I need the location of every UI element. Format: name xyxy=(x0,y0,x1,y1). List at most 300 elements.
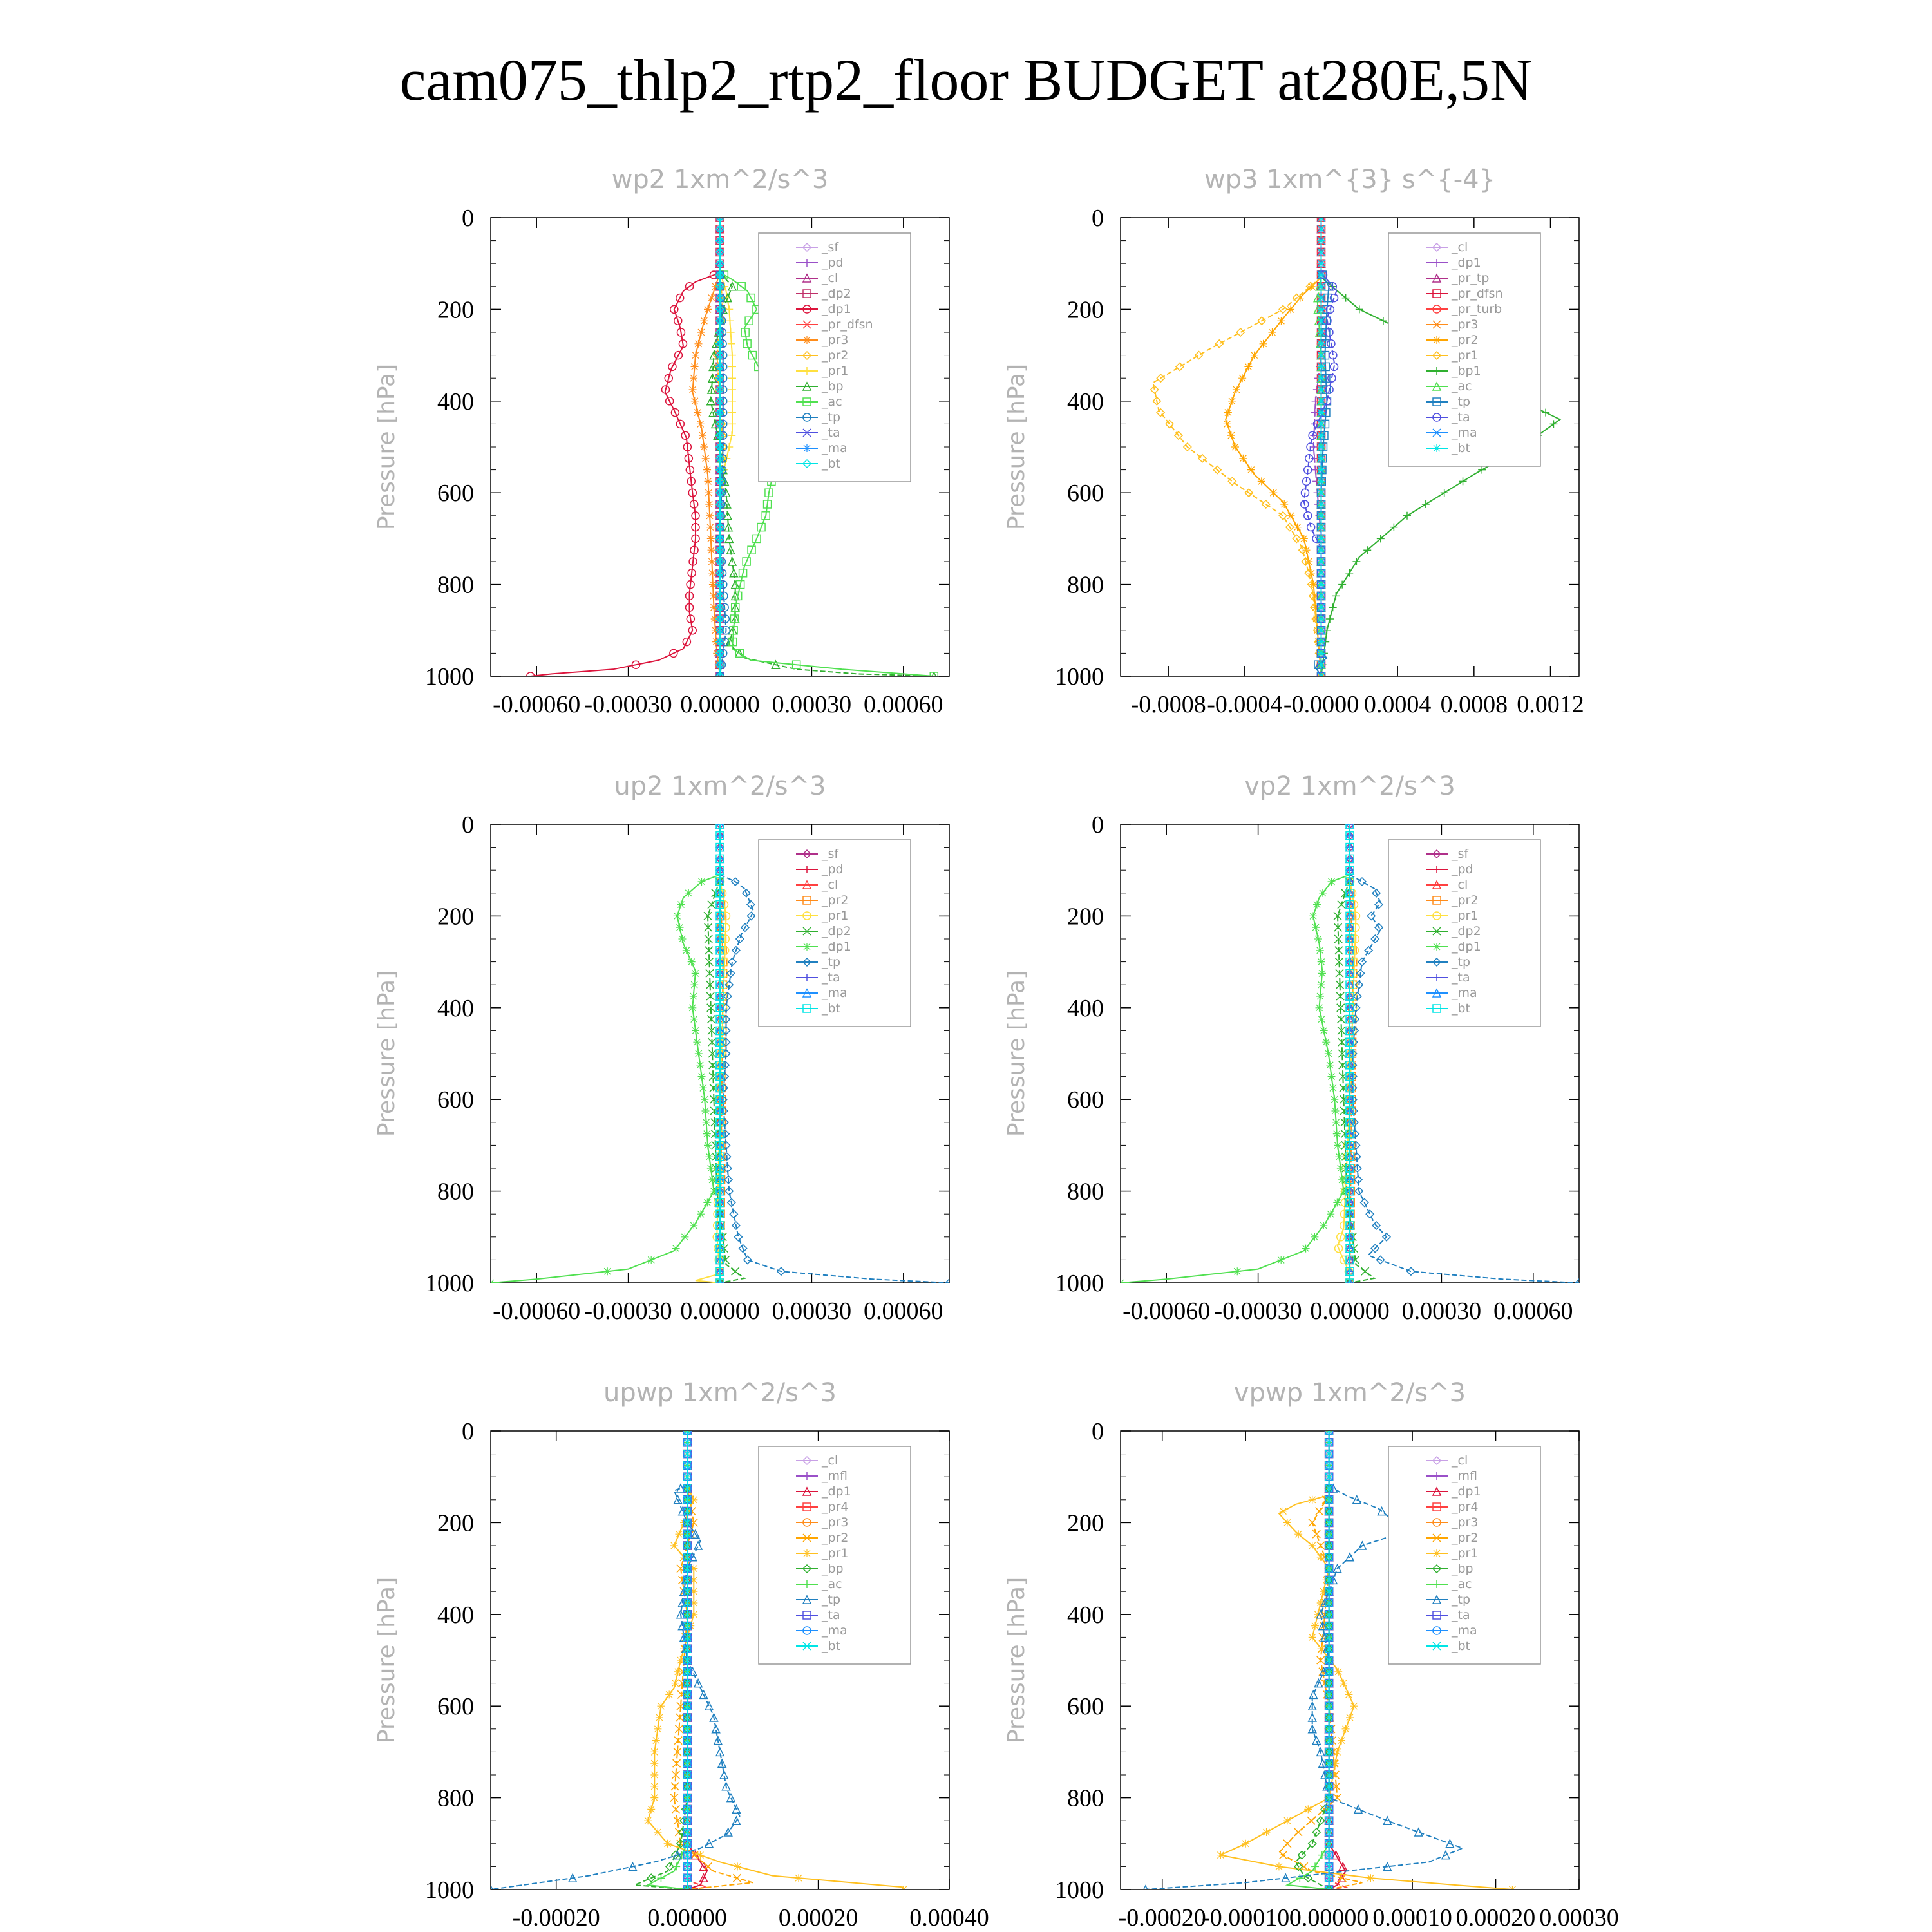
legend-label: _tp xyxy=(1452,955,1471,969)
y-axis-label: Pressure [hPa] xyxy=(1003,1577,1030,1744)
data-point xyxy=(1333,1198,1341,1206)
data-point xyxy=(1294,1530,1302,1538)
data-point xyxy=(690,374,697,382)
legend-marker xyxy=(1433,336,1441,344)
data-point xyxy=(1320,1027,1328,1034)
data-point xyxy=(1236,328,1244,336)
data-point xyxy=(647,1805,655,1813)
data-point xyxy=(1318,638,1325,646)
legend-label: _tp xyxy=(822,1593,841,1607)
data-point xyxy=(1318,237,1325,245)
y-tick-label: 200 xyxy=(437,1510,474,1537)
y-tick-label: 400 xyxy=(437,1601,474,1629)
data-point xyxy=(1326,1061,1334,1069)
data-point xyxy=(1277,317,1285,325)
x-tick-label: 0.00060 xyxy=(864,691,943,718)
data-point xyxy=(1334,1668,1342,1676)
legend-marker xyxy=(1433,1549,1441,1557)
data-point xyxy=(708,901,715,909)
data-point xyxy=(696,1061,704,1069)
data-point xyxy=(728,431,735,439)
chart-panel-1 xyxy=(374,165,949,718)
data-point xyxy=(652,1737,660,1745)
legend-label: _mfl xyxy=(1452,1469,1477,1483)
x-tick-label: -0.00030 xyxy=(584,1298,672,1325)
data-point xyxy=(1331,1107,1339,1115)
data-point xyxy=(1244,363,1252,370)
legend-label: _pr4 xyxy=(1452,1500,1479,1514)
x-tick-label: 0.00040 xyxy=(909,1904,989,1931)
data-point xyxy=(674,1737,682,1745)
x-tick-label: -0.00060 xyxy=(493,1298,581,1325)
x-tick-label: -0.00030 xyxy=(1214,1298,1302,1325)
data-point xyxy=(1318,958,1325,966)
data-point xyxy=(1309,912,1317,920)
legend-label: _pr2 xyxy=(822,893,849,907)
x-tick-label: -0.0004 xyxy=(1207,691,1283,718)
data-point xyxy=(1318,672,1325,680)
y-tick-label: 600 xyxy=(1067,1693,1104,1721)
legend-label: _ta xyxy=(1452,1608,1470,1622)
data-point xyxy=(650,1794,658,1802)
data-point xyxy=(1309,1519,1316,1526)
data-point xyxy=(654,1828,661,1836)
data-point xyxy=(700,317,708,325)
x-tick-label: -0.00020 xyxy=(512,1904,600,1931)
x-tick-label: 0.00000 xyxy=(1289,1904,1369,1931)
data-point xyxy=(1320,1222,1327,1229)
data-point xyxy=(707,1164,715,1172)
data-point xyxy=(1478,466,1486,474)
x-tick-label: 0.00000 xyxy=(680,691,760,718)
chart-title: wp3 1xm^{3} s^{-4} xyxy=(1204,165,1496,194)
data-point xyxy=(747,901,755,909)
x-tick-label: 0.00030 xyxy=(772,691,852,718)
data-point xyxy=(654,1725,661,1733)
data-point xyxy=(728,363,736,370)
data-point xyxy=(1338,1038,1346,1046)
data-point xyxy=(1322,1038,1330,1046)
data-point xyxy=(1300,535,1308,542)
data-point xyxy=(487,1279,495,1287)
data-point xyxy=(703,1130,711,1138)
y-tick-label: 1000 xyxy=(425,1877,474,1904)
y-tick-label: 0 xyxy=(1092,1418,1104,1445)
data-point xyxy=(603,1267,611,1275)
data-point xyxy=(1316,1004,1323,1012)
data-point xyxy=(1251,352,1258,359)
data-point xyxy=(1318,969,1326,977)
legend-label: _ma xyxy=(1452,986,1477,1000)
data-point xyxy=(650,1759,658,1767)
data-point xyxy=(693,1038,701,1046)
data-point xyxy=(708,569,716,577)
data-point xyxy=(690,992,697,1000)
series-line-bp xyxy=(635,1486,687,1889)
data-point xyxy=(1328,1073,1336,1081)
y-axis-label: Pressure [hPa] xyxy=(374,970,400,1137)
legend-label: _mfl xyxy=(822,1469,848,1483)
data-point xyxy=(1379,317,1387,325)
y-tick-label: 0 xyxy=(1092,205,1104,232)
legend-label: _pr4 xyxy=(822,1500,849,1514)
y-tick-label: 400 xyxy=(1067,994,1104,1022)
data-point xyxy=(685,889,692,897)
y-tick-label: 800 xyxy=(437,1785,474,1812)
data-point xyxy=(707,535,715,542)
x-tick-label: 0.00060 xyxy=(864,1298,943,1325)
data-point xyxy=(692,1027,699,1034)
y-tick-label: 0 xyxy=(1092,811,1104,838)
y-tick-label: 0 xyxy=(462,1418,474,1445)
data-point xyxy=(702,455,710,462)
y-tick-label: 600 xyxy=(437,480,474,507)
data-point xyxy=(696,1852,704,1859)
data-point xyxy=(1312,1737,1320,1745)
legend xyxy=(1388,840,1540,1027)
x-tick-label: -0.0008 xyxy=(1130,691,1206,718)
data-point xyxy=(1345,1690,1352,1698)
data-point xyxy=(690,1222,697,1229)
legend-label: _pd xyxy=(1452,862,1473,876)
data-point xyxy=(1331,1095,1338,1103)
data-point xyxy=(1312,923,1320,931)
y-tick-label: 400 xyxy=(437,994,474,1022)
data-point xyxy=(1316,947,1324,954)
data-point xyxy=(705,477,712,485)
data-point xyxy=(1294,524,1302,531)
data-point xyxy=(676,923,684,931)
legend-label: _pr2 xyxy=(1452,893,1479,907)
data-point xyxy=(1338,581,1346,589)
figure-title: cam075_thlp2_rtp2_floor BUDGET at280E,5N xyxy=(399,47,1533,113)
data-point xyxy=(1318,649,1325,657)
data-point xyxy=(1318,558,1325,565)
data-point xyxy=(1441,489,1448,497)
legend-label: _cl xyxy=(822,271,838,285)
data-point xyxy=(1311,1862,1319,1870)
data-point xyxy=(665,1690,673,1698)
legend-label: _bt xyxy=(1452,1639,1471,1653)
y-tick-label: 1000 xyxy=(425,1270,474,1297)
data-point xyxy=(1345,569,1353,577)
legend-label: _ma xyxy=(1452,1624,1477,1638)
x-tick-label: 0.00030 xyxy=(772,1298,852,1325)
y-tick-label: 1000 xyxy=(1055,1270,1104,1297)
x-tick-label: -0.00010 xyxy=(1202,1904,1290,1931)
legend-label: _pr1 xyxy=(822,909,849,923)
y-tick-label: 1000 xyxy=(425,663,474,690)
data-point xyxy=(1366,1210,1374,1218)
data-point xyxy=(1117,1279,1124,1287)
legend-label: _bt xyxy=(822,457,841,471)
data-point xyxy=(1258,477,1265,485)
chart-panel-6 xyxy=(1003,1378,1619,1931)
legend-label: _pr1 xyxy=(822,364,849,378)
data-point xyxy=(1367,912,1375,920)
data-point xyxy=(1318,1016,1325,1023)
data-point xyxy=(1318,500,1325,508)
data-point xyxy=(1361,1267,1369,1275)
data-point xyxy=(1352,558,1360,565)
legend-label: _bp xyxy=(822,1562,844,1576)
x-tick-label: -0.00060 xyxy=(493,691,581,718)
data-point xyxy=(1279,1508,1287,1515)
data-point xyxy=(708,558,715,565)
legend-label: _cl xyxy=(1452,878,1468,892)
data-point xyxy=(1318,431,1325,439)
legend-label: _ma xyxy=(822,986,848,1000)
legend-label: _pr2 xyxy=(822,348,849,363)
data-point xyxy=(1260,340,1267,348)
legend-label: _ta xyxy=(822,426,840,440)
data-point xyxy=(708,294,715,302)
y-axis-label: Pressure [hPa] xyxy=(374,1577,400,1744)
legend-label: _tp xyxy=(822,955,841,969)
data-point xyxy=(1231,443,1239,451)
data-point xyxy=(1337,1164,1345,1172)
data-point xyxy=(1242,1840,1249,1848)
data-point xyxy=(1317,1542,1325,1549)
y-tick-label: 600 xyxy=(1067,1086,1104,1114)
x-tick-label: 0.00020 xyxy=(1455,1904,1536,1931)
legend-label: _pr1 xyxy=(822,1546,849,1560)
data-point xyxy=(1224,420,1231,428)
data-point xyxy=(1318,581,1325,589)
data-point xyxy=(1335,1153,1343,1160)
legend-label: _bt xyxy=(1452,1001,1471,1016)
x-tick-label: 0.00000 xyxy=(647,1904,727,1931)
x-tick-label: 0.00020 xyxy=(778,1904,858,1931)
data-point xyxy=(1318,661,1325,668)
y-axis-label: Pressure [hPa] xyxy=(1003,970,1030,1137)
y-tick-label: 1000 xyxy=(1055,663,1104,690)
data-point xyxy=(1283,1840,1291,1848)
data-point xyxy=(1283,1519,1291,1526)
legend-label: _bp xyxy=(1452,1562,1473,1576)
legend xyxy=(1388,1446,1540,1664)
data-point xyxy=(1287,512,1294,520)
data-point xyxy=(1338,1176,1346,1184)
legend-marker xyxy=(1433,943,1441,951)
y-tick-label: 800 xyxy=(437,571,474,599)
data-point xyxy=(1311,1622,1319,1630)
series-line-ac xyxy=(1287,1431,1329,1889)
data-point xyxy=(1508,1886,1516,1893)
data-point xyxy=(1367,1874,1374,1882)
data-point xyxy=(900,1886,907,1893)
chart-panel-3 xyxy=(374,772,953,1325)
data-point xyxy=(697,1210,705,1218)
y-tick-label: 200 xyxy=(1067,1510,1104,1537)
data-point xyxy=(699,431,706,439)
data-point xyxy=(728,397,736,405)
data-point xyxy=(1334,1748,1341,1756)
legend xyxy=(1388,233,1540,466)
legend-label: _bt xyxy=(822,1639,841,1653)
data-point xyxy=(1318,524,1325,531)
legend-label: _bt xyxy=(1452,441,1471,455)
data-point xyxy=(1340,1680,1347,1687)
legend-label: _cl xyxy=(822,1454,838,1468)
y-tick-label: 600 xyxy=(437,1086,474,1114)
x-tick-label: 0.00060 xyxy=(1493,1298,1573,1325)
data-point xyxy=(688,958,696,966)
data-point xyxy=(703,1198,711,1206)
data-point xyxy=(728,386,736,393)
data-point xyxy=(1318,225,1325,233)
y-tick-label: 800 xyxy=(1067,1178,1104,1206)
legend-label: _pr3 xyxy=(822,333,849,347)
data-point xyxy=(1312,1530,1320,1538)
legend-label: _dp1 xyxy=(1452,256,1481,270)
y-tick-label: 400 xyxy=(1067,1601,1104,1629)
data-point xyxy=(1314,935,1322,943)
data-point xyxy=(1311,1233,1318,1241)
data-point xyxy=(1318,455,1325,462)
data-point xyxy=(705,1702,713,1710)
data-point xyxy=(672,1862,680,1870)
data-point xyxy=(691,397,699,405)
legend-label: _sf xyxy=(822,847,839,861)
data-point xyxy=(1422,500,1430,508)
y-tick-label: 200 xyxy=(1067,296,1104,324)
data-point xyxy=(1275,1862,1283,1870)
y-tick-label: 200 xyxy=(437,296,474,324)
data-point xyxy=(1313,901,1321,909)
legend-label: _ta xyxy=(822,1608,840,1622)
data-point xyxy=(744,1256,752,1264)
data-point xyxy=(1309,1633,1316,1641)
data-point xyxy=(697,328,705,336)
data-point xyxy=(689,386,697,393)
chart-panel-2 xyxy=(1003,165,1584,718)
data-point xyxy=(1318,627,1325,634)
legend xyxy=(759,233,911,482)
data-point xyxy=(1375,901,1383,909)
data-point xyxy=(692,352,699,359)
data-point xyxy=(1350,1702,1358,1710)
y-tick-label: 600 xyxy=(1067,480,1104,507)
data-point xyxy=(1287,305,1294,313)
data-point xyxy=(688,1004,696,1012)
data-point xyxy=(1296,1874,1303,1882)
x-tick-label: -0.00030 xyxy=(584,691,672,718)
data-point xyxy=(698,878,706,886)
data-point xyxy=(703,1119,710,1126)
data-point xyxy=(1327,1210,1334,1218)
x-tick-label: 0.00000 xyxy=(1310,1298,1390,1325)
legend-marker xyxy=(803,1549,811,1557)
legend-label: _dp1 xyxy=(822,1484,851,1499)
data-point xyxy=(1346,1714,1354,1721)
legend-label: _pd xyxy=(822,256,844,270)
legend-label: _cl xyxy=(1452,240,1468,254)
legend-label: _sf xyxy=(1452,847,1469,861)
data-point xyxy=(1328,878,1336,886)
data-point xyxy=(708,1176,716,1184)
y-tick-label: 400 xyxy=(437,388,474,415)
series-line-tp xyxy=(491,1486,740,1889)
data-point xyxy=(1217,1852,1224,1859)
x-tick-label: 0.0012 xyxy=(1517,691,1584,718)
data-point xyxy=(1365,947,1372,954)
legend xyxy=(759,1446,911,1664)
chart-title: vpwp 1xm^2/s^3 xyxy=(1233,1378,1466,1408)
data-point xyxy=(1224,409,1232,417)
x-tick-label: 0.0008 xyxy=(1440,691,1508,718)
x-tick-label: 0.0004 xyxy=(1363,691,1432,718)
data-point xyxy=(1302,1245,1310,1253)
data-point xyxy=(1309,1542,1316,1549)
data-point xyxy=(1316,1508,1323,1515)
legend-label: _pr2 xyxy=(822,1531,849,1545)
data-point xyxy=(1269,489,1277,497)
legend-label: _dp1 xyxy=(822,940,851,954)
data-point xyxy=(1318,283,1325,290)
data-point xyxy=(708,1038,716,1046)
data-point xyxy=(736,935,744,943)
series-line-dp1 xyxy=(531,272,720,676)
legend xyxy=(759,840,911,1027)
chart-panel-4 xyxy=(1003,772,1583,1325)
data-point xyxy=(1294,1828,1302,1836)
data-point xyxy=(701,1107,709,1115)
data-point xyxy=(1334,1141,1341,1149)
legend-label: _pr_tp xyxy=(1452,271,1490,285)
legend-label: _ma xyxy=(822,441,848,455)
data-point xyxy=(1307,1817,1315,1824)
y-tick-label: 1000 xyxy=(1055,1877,1104,1904)
series-line-pr2 xyxy=(1226,278,1321,676)
data-point xyxy=(1358,878,1366,886)
data-point xyxy=(1318,271,1325,279)
data-point xyxy=(674,912,681,920)
y-tick-label: 800 xyxy=(437,1178,474,1206)
chart-title: up2 1xm^2/s^3 xyxy=(614,772,826,801)
legend-label: _tp xyxy=(822,410,841,424)
data-point xyxy=(1176,363,1184,370)
data-point xyxy=(1238,374,1246,382)
data-point xyxy=(1329,603,1337,611)
data-point xyxy=(698,1073,706,1081)
y-tick-label: 200 xyxy=(1067,903,1104,931)
data-point xyxy=(647,1256,655,1264)
data-point xyxy=(726,317,734,325)
y-tick-label: 800 xyxy=(1067,571,1104,599)
data-point xyxy=(1318,489,1325,497)
data-point xyxy=(1233,386,1240,393)
x-tick-label: 0.00000 xyxy=(680,1298,760,1325)
x-tick-label: 0.00030 xyxy=(1539,1904,1619,1931)
data-point xyxy=(1318,615,1325,623)
data-point xyxy=(1309,1496,1316,1504)
legend-label: _sf xyxy=(822,240,839,254)
data-point xyxy=(650,1771,658,1779)
legend-label: _ac xyxy=(822,1577,842,1591)
x-tick-label: -0.0000 xyxy=(1283,691,1359,718)
legend-label: _pr2 xyxy=(1452,1531,1479,1545)
data-point xyxy=(1304,1805,1312,1813)
data-point xyxy=(703,466,711,474)
legend-label: _pr3 xyxy=(822,1515,849,1530)
data-point xyxy=(1279,1852,1287,1859)
legend-label: _ac xyxy=(1452,379,1472,393)
data-point xyxy=(656,1714,663,1721)
data-point xyxy=(681,1233,688,1241)
legend-label: _pr1 xyxy=(1452,348,1479,363)
data-point xyxy=(728,409,736,417)
